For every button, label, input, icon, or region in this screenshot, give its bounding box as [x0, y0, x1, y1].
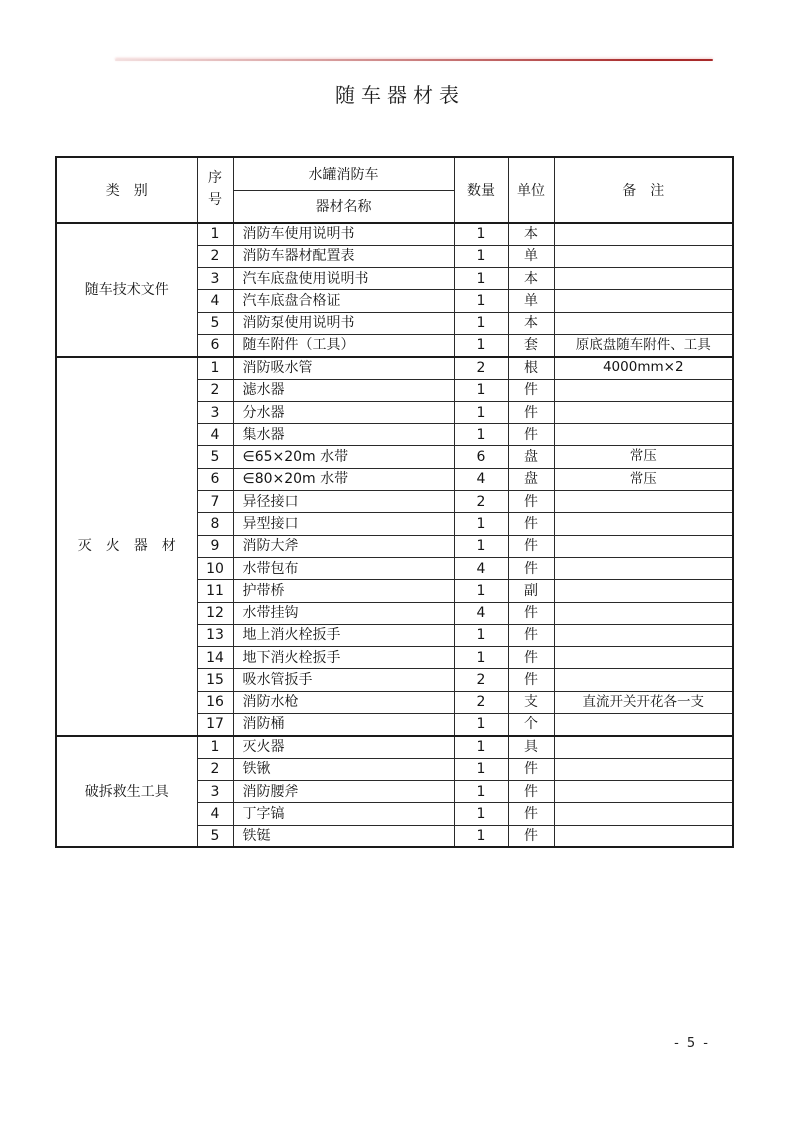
seq-cell: 2: [197, 379, 233, 401]
remark-cell: [554, 647, 733, 669]
seq-cell: 4: [197, 424, 233, 446]
quantity-cell: 1: [454, 647, 508, 669]
equipment-name-cell: 随车附件（工具）: [233, 334, 454, 356]
remark-cell: [554, 424, 733, 446]
header-category: 类 别: [56, 157, 197, 223]
header-remarks: 备 注: [554, 157, 733, 223]
table-row: [56, 223, 733, 245]
quantity-cell: 2: [454, 491, 508, 513]
unit-cell: 件: [508, 758, 554, 780]
quantity-cell: 1: [454, 223, 508, 245]
seq-cell: 13: [197, 624, 233, 646]
quantity-cell: 4: [454, 557, 508, 579]
seq-cell: 7: [197, 491, 233, 513]
equipment-name-cell: 消防车使用说明书: [233, 223, 454, 245]
remark-cell: [554, 780, 733, 802]
unit-cell: 盘: [508, 468, 554, 490]
remark-cell: [554, 803, 733, 825]
equipment-table-header: [56, 157, 733, 223]
unit-cell: 件: [508, 624, 554, 646]
remark-cell: [554, 223, 733, 245]
quantity-cell: 2: [454, 669, 508, 691]
remark-cell: [554, 825, 733, 847]
page-number: - 5 -: [674, 1036, 710, 1051]
remark-cell: [554, 714, 733, 736]
equipment-name-cell: 分水器: [233, 401, 454, 423]
remark-cell: [554, 557, 733, 579]
equipment-table: [55, 156, 734, 848]
equipment-name-cell: 异型接口: [233, 513, 454, 535]
header-equipment-name: 器材名称: [233, 190, 454, 223]
unit-cell: 件: [508, 669, 554, 691]
seq-cell: 3: [197, 401, 233, 423]
header-divider-rule: [115, 59, 713, 61]
seq-cell: 5: [197, 446, 233, 468]
quantity-cell: 4: [454, 468, 508, 490]
quantity-cell: 1: [454, 312, 508, 334]
equipment-name-cell: 消防腰斧: [233, 780, 454, 802]
unit-cell: 件: [508, 780, 554, 802]
equipment-name-cell: 铁铤: [233, 825, 454, 847]
seq-cell: 8: [197, 513, 233, 535]
seq-cell: 3: [197, 268, 233, 290]
category-cell: 随车技术文件: [56, 223, 197, 357]
remark-cell: [554, 736, 733, 758]
table-row: [56, 357, 733, 379]
remark-cell: [554, 290, 733, 312]
quantity-cell: 1: [454, 334, 508, 356]
equipment-name-cell: 汽车底盘使用说明书: [233, 268, 454, 290]
quantity-cell: 1: [454, 268, 508, 290]
quantity-cell: 1: [454, 780, 508, 802]
unit-cell: 件: [508, 535, 554, 557]
remark-cell: 4000mm×2: [554, 357, 733, 379]
quantity-cell: 2: [454, 691, 508, 713]
unit-cell: 件: [508, 602, 554, 624]
unit-cell: 本: [508, 312, 554, 334]
quantity-cell: 1: [454, 513, 508, 535]
remark-cell: [554, 535, 733, 557]
unit-cell: 本: [508, 223, 554, 245]
seq-cell: 17: [197, 714, 233, 736]
quantity-cell: 1: [454, 803, 508, 825]
quantity-cell: 1: [454, 580, 508, 602]
unit-cell: 支: [508, 691, 554, 713]
seq-cell: 9: [197, 535, 233, 557]
quantity-cell: 1: [454, 714, 508, 736]
equipment-name-cell: 集水器: [233, 424, 454, 446]
unit-cell: 件: [508, 491, 554, 513]
unit-cell: 根: [508, 357, 554, 379]
seq-cell: 11: [197, 580, 233, 602]
remark-cell: [554, 513, 733, 535]
quantity-cell: 1: [454, 424, 508, 446]
quantity-cell: 1: [454, 401, 508, 423]
unit-cell: 单: [508, 290, 554, 312]
equipment-name-cell: 消防泵使用说明书: [233, 312, 454, 334]
remark-cell: 直流开关开花各一支: [554, 691, 733, 713]
seq-cell: 6: [197, 468, 233, 490]
header-seq: [197, 157, 233, 223]
seq-cell: 1: [197, 736, 233, 758]
quantity-cell: 1: [454, 535, 508, 557]
equipment-name-cell: 消防吸水管: [233, 357, 454, 379]
unit-cell: 件: [508, 424, 554, 446]
unit-cell: 件: [508, 379, 554, 401]
equipment-name-cell: 汽车底盘合格证: [233, 290, 454, 312]
equipment-name-cell: 水带包布: [233, 557, 454, 579]
equipment-name-cell: 护带桥: [233, 580, 454, 602]
unit-cell: 盘: [508, 446, 554, 468]
page-title: 随车器材表: [335, 83, 465, 107]
unit-cell: 本: [508, 268, 554, 290]
remark-cell: [554, 312, 733, 334]
category-cell: 灭 火 器 材: [56, 357, 197, 736]
equipment-name-cell: ∈80×20m 水带: [233, 468, 454, 490]
remark-cell: [554, 624, 733, 646]
remark-cell: [554, 268, 733, 290]
unit-cell: 具: [508, 736, 554, 758]
equipment-name-cell: 丁字镐: [233, 803, 454, 825]
seq-cell: 4: [197, 290, 233, 312]
quantity-cell: 1: [454, 736, 508, 758]
equipment-name-cell: 滤水器: [233, 379, 454, 401]
unit-cell: 件: [508, 647, 554, 669]
quantity-cell: 6: [454, 446, 508, 468]
equipment-name-cell: 地下消火栓扳手: [233, 647, 454, 669]
seq-cell: 15: [197, 669, 233, 691]
equipment-name-cell: ∈65×20m 水带: [233, 446, 454, 468]
unit-cell: 件: [508, 803, 554, 825]
remark-cell: [554, 245, 733, 267]
seq-cell: 2: [197, 758, 233, 780]
seq-cell: 4: [197, 803, 233, 825]
equipment-name-cell: 消防车器材配置表: [233, 245, 454, 267]
equipment-name-cell: 水带挂钩: [233, 602, 454, 624]
unit-cell: 件: [508, 401, 554, 423]
quantity-cell: 1: [454, 379, 508, 401]
seq-cell: 3: [197, 780, 233, 802]
remark-cell: [554, 491, 733, 513]
remark-cell: [554, 379, 733, 401]
remark-cell: [554, 401, 733, 423]
quantity-cell: 1: [454, 624, 508, 646]
remark-cell: 常压: [554, 468, 733, 490]
unit-cell: 件: [508, 513, 554, 535]
quantity-cell: 1: [454, 825, 508, 847]
header-vehicle-type: 水罐消防车: [233, 157, 454, 190]
unit-cell: 个: [508, 714, 554, 736]
category-cell: 破拆救生工具: [56, 736, 197, 847]
seq-cell: 1: [197, 357, 233, 379]
header-seq-label: 序号: [208, 170, 222, 208]
seq-cell: 2: [197, 245, 233, 267]
unit-cell: 件: [508, 557, 554, 579]
header-unit: 单位: [508, 157, 554, 223]
remark-cell: 原底盘随车附件、工具: [554, 334, 733, 356]
equipment-name-cell: 灭火器: [233, 736, 454, 758]
seq-cell: 1: [197, 223, 233, 245]
equipment-name-cell: 消防大斧: [233, 535, 454, 557]
remark-cell: 常压: [554, 446, 733, 468]
unit-cell: 单: [508, 245, 554, 267]
header-quantity: 数量: [454, 157, 508, 223]
quantity-cell: 1: [454, 758, 508, 780]
seq-cell: 16: [197, 691, 233, 713]
remark-cell: [554, 758, 733, 780]
seq-cell: 5: [197, 312, 233, 334]
quantity-cell: 1: [454, 245, 508, 267]
unit-cell: 副: [508, 580, 554, 602]
remark-cell: [554, 669, 733, 691]
unit-cell: 套: [508, 334, 554, 356]
equipment-name-cell: 异径接口: [233, 491, 454, 513]
seq-cell: 5: [197, 825, 233, 847]
seq-cell: 14: [197, 647, 233, 669]
equipment-name-cell: 铁锹: [233, 758, 454, 780]
seq-cell: 12: [197, 602, 233, 624]
seq-cell: 10: [197, 557, 233, 579]
quantity-cell: 4: [454, 602, 508, 624]
quantity-cell: 1: [454, 290, 508, 312]
equipment-name-cell: 消防桶: [233, 714, 454, 736]
equipment-name-cell: 消防水枪: [233, 691, 454, 713]
seq-cell: 6: [197, 334, 233, 356]
quantity-cell: 2: [454, 357, 508, 379]
equipment-table-body: [56, 223, 733, 847]
unit-cell: 件: [508, 825, 554, 847]
table-row: [56, 736, 733, 758]
remark-cell: [554, 602, 733, 624]
equipment-name-cell: 吸水管扳手: [233, 669, 454, 691]
equipment-name-cell: 地上消火栓扳手: [233, 624, 454, 646]
remark-cell: [554, 580, 733, 602]
